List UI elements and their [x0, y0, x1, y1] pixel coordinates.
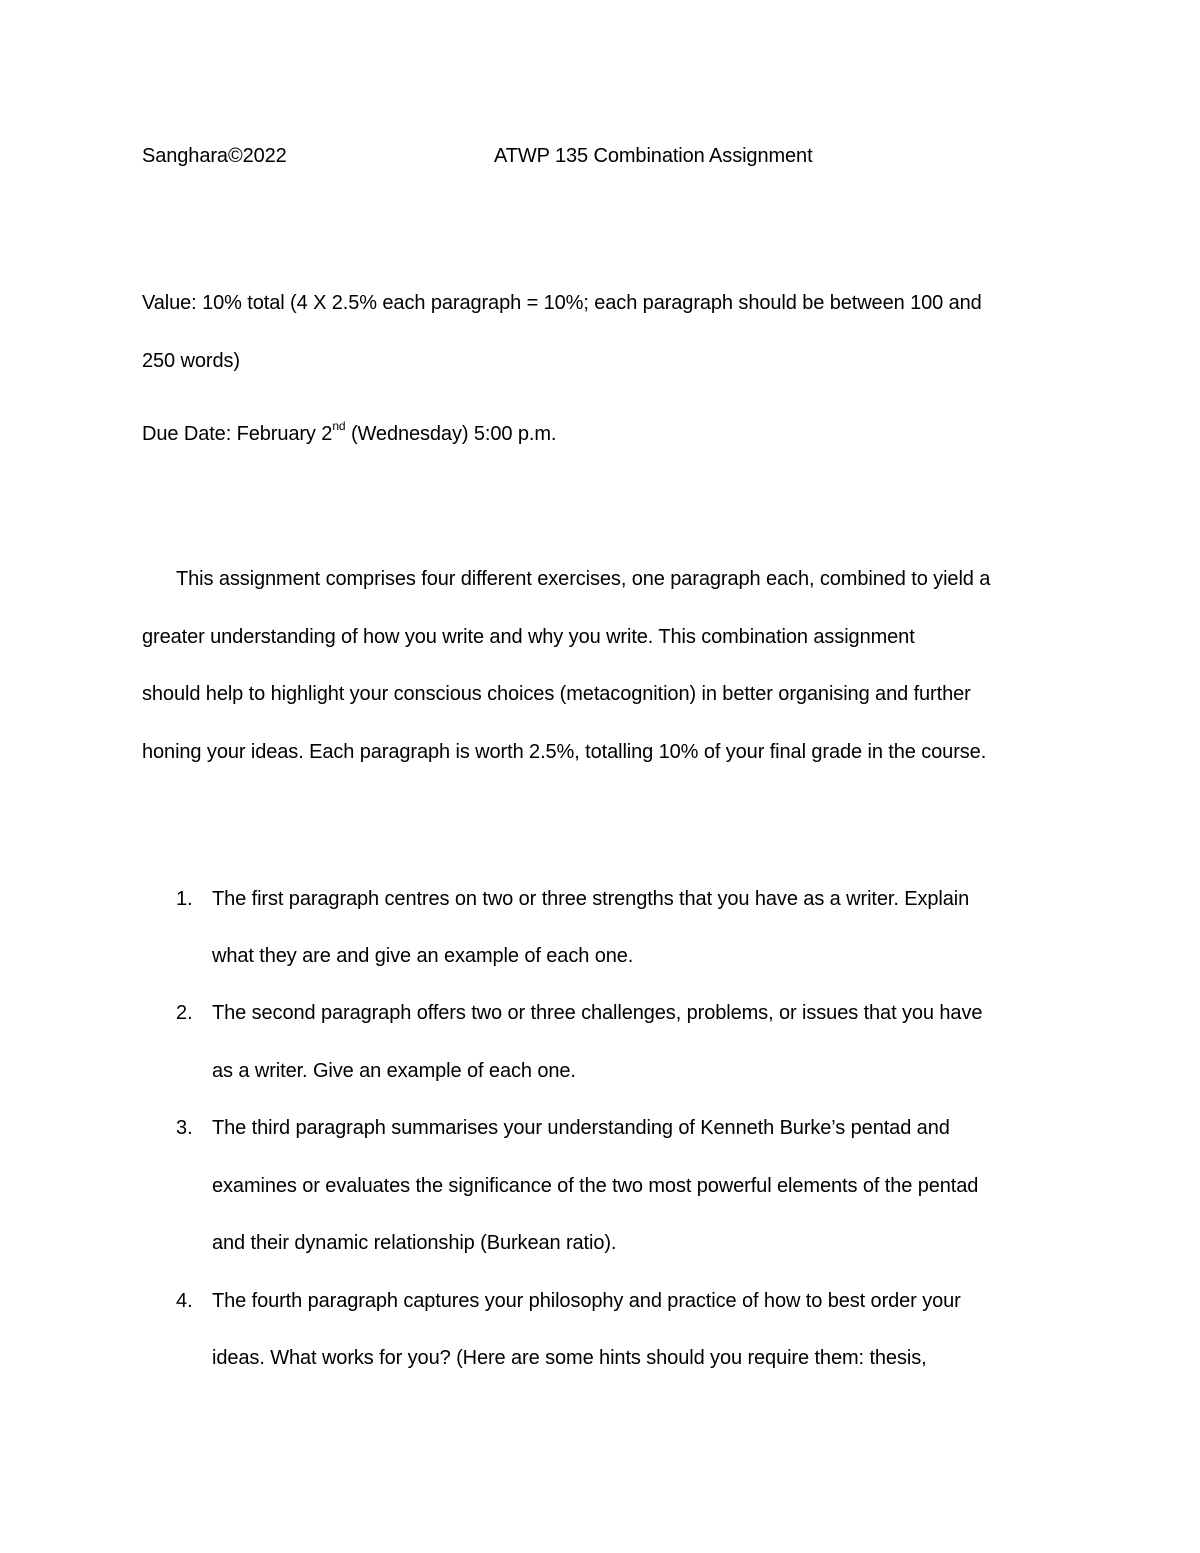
list-item-2-line-2: as a writer. Give an example of each one. — [212, 1060, 576, 1082]
list-number-2: 2. — [176, 1002, 193, 1024]
due-date-prefix: Due Date: February 2 — [142, 423, 333, 445]
header-author: Sanghara©2022 — [142, 145, 287, 167]
list-number-1: 1. — [176, 888, 193, 910]
due-date-superscript: nd — [332, 419, 346, 434]
intro-line-3: should help to highlight your conscious choices (metacognition) in better organising and further — [142, 683, 971, 705]
intro-line-1: This assignment comprises four different exercises, one paragraph each, combined to yield a — [176, 568, 991, 590]
due-date-suffix: (Wednesday) 5:00 p.m. — [345, 423, 557, 445]
due-date — [142, 419, 557, 446]
list-item-2-line-1: The second paragraph offers two or three challenges, problems, or issues that you have — [212, 1002, 983, 1024]
list-item-3-line-3: and their dynamic relationship (Burkean ratio). — [212, 1232, 617, 1254]
list-item-1-line-1: The first paragraph centres on two or three strengths that you have as a writer. Explain — [212, 888, 970, 910]
list-item-3-line-1: The third paragraph summarises your understanding of Kenneth Burke’s pentad and — [212, 1117, 950, 1139]
list-item-3-line-2: examines or evaluates the significance of the two most powerful elements of the pentad — [212, 1175, 979, 1197]
intro-line-2: greater understanding of how you write and why you write. This combination assignment — [142, 626, 915, 648]
list-number-4: 4. — [176, 1290, 193, 1312]
intro-line-4: honing your ideas. Each paragraph is worth 2.5%, totalling 10% of your final grade in the course. — [142, 741, 987, 763]
header-title: ATWP 135 Combination Assignment — [494, 145, 813, 167]
list-item-1-line-2: what they are and give an example of each one. — [212, 945, 634, 967]
list-item-4-line-1: The fourth paragraph captures your philosophy and practice of how to best order your — [212, 1290, 961, 1312]
list-item-4-line-2: ideas. What works for you? (Here are some hints should you require them: thesis, — [212, 1347, 927, 1369]
list-number-3: 3. — [176, 1117, 193, 1139]
value-line-1: Value: 10% total (4 X 2.5% each paragraph = 10%; each paragraph should be between 100 and — [142, 292, 982, 314]
value-line-2: 250 words) — [142, 350, 240, 372]
